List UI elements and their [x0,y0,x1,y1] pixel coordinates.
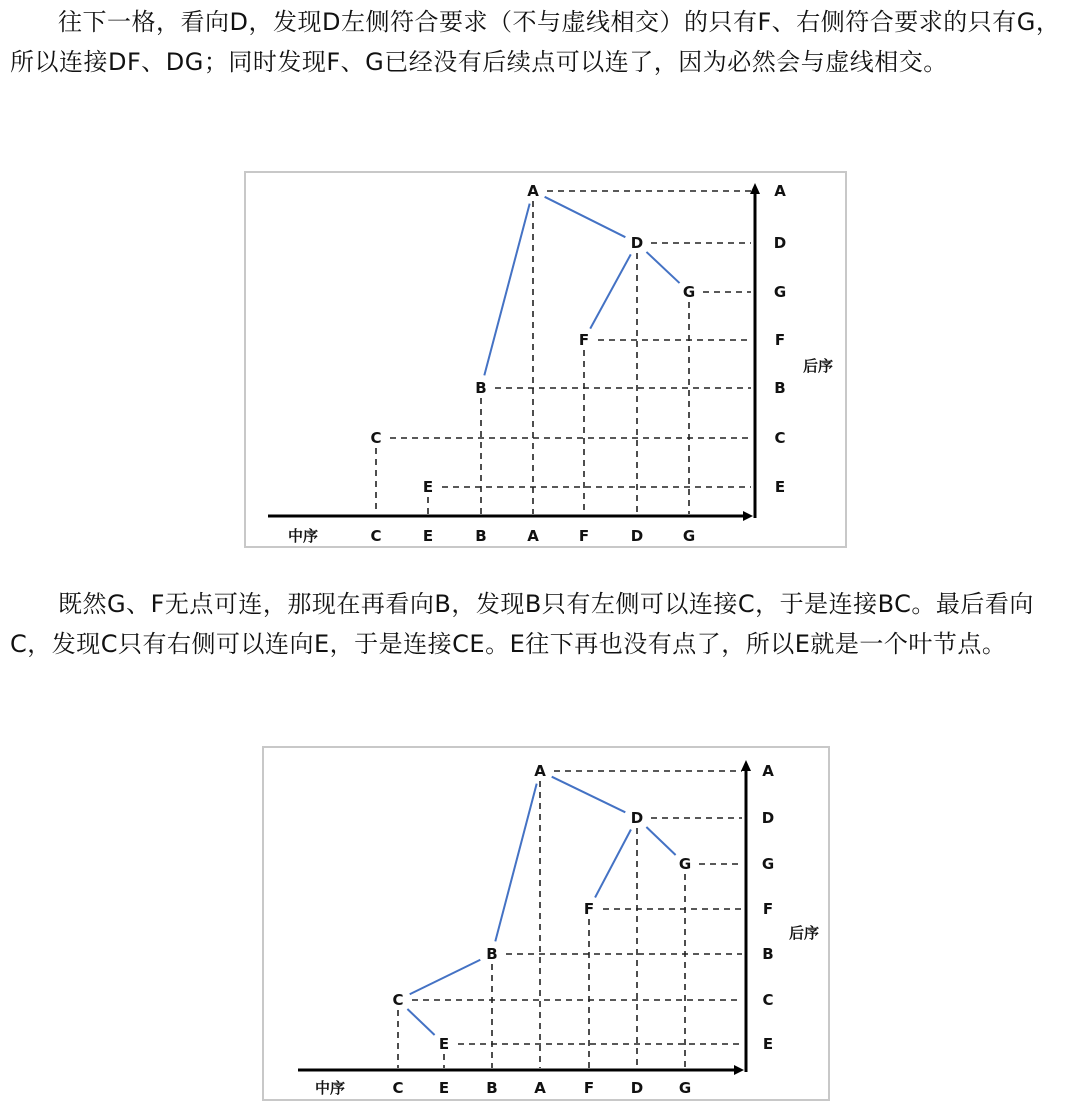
inorder-tick-label: G [682,527,696,545]
tree-edge [545,197,626,237]
tree-diagram-step-1 [244,171,847,548]
postorder-tick-label: E [774,478,786,496]
tree-edge [410,960,481,995]
paragraph-step-b-c: 既然G、F无点可连，那现在再看向B，发现B只有左侧可以连接C，于是连接BC。最后看向C，发现C只有右侧可以连向E，于是连接CE。E往下再也没有点了，所以E就是一个叶节点。 [10,590,1034,658]
postorder-tick-label: G [761,855,775,873]
postorder-tick-label: B [774,379,786,397]
postorder-tick-label: B [762,945,774,963]
postorder-axis-title: 后序 [802,357,834,375]
inorder-tick-label: B [475,527,487,545]
tree-edge [646,827,675,855]
tree-edge [407,1009,434,1035]
inorder-tick-label: A [534,1079,546,1097]
postorder-tick-label: D [761,809,775,827]
tree-diagram-step-2 [262,746,830,1101]
tree-edge [495,784,536,942]
tree-node-label: A [527,182,539,200]
postorder-axis-arrow-icon [741,760,751,771]
postorder-tick-label: D [773,234,787,252]
tree-node-label: C [392,991,404,1009]
postorder-axis-arrow-icon [750,183,760,194]
tree-edge [552,777,626,813]
paragraph-step-d: 往下一格，看向D，发现D左侧符合要求（不与虚线相交）的只有F、右侧符合要求的只有G，所以连接DF、DG；同时发现F、G已经没有后续点可以连了，因为必然会与虚线相交。 [10,8,1061,76]
inorder-tick-label: D [630,527,644,545]
inorder-axis-arrow-icon [743,511,753,521]
inorder-tick-label: B [486,1079,498,1097]
postorder-tick-label: G [773,283,787,301]
postorder-tick-label: C [762,991,774,1009]
postorder-tick-label: E [762,1035,774,1053]
tree-node-label: B [475,379,487,397]
inorder-tick-label: C [392,1079,404,1097]
tree-node-label: D [630,809,644,827]
tree-node-label: B [486,945,498,963]
postorder-tick-label: A [774,182,786,200]
inorder-tick-label: E [422,527,434,545]
inorder-tick-label: F [578,527,590,545]
postorder-tick-label: F [774,331,786,349]
inorder-tick-label: A [527,527,539,545]
inorder-tick-label: E [438,1079,450,1097]
tree-node-label: A [534,762,546,780]
tree-node-label: F [578,331,590,349]
inorder-tick-label: D [630,1079,644,1097]
inorder-tick-label: C [370,527,382,545]
tree-node-label: E [422,478,434,496]
tree-edge [646,252,679,283]
postorder-tick-label: C [774,429,786,447]
inorder-axis-title: 中序 [287,527,319,545]
tree-node-label: D [630,234,644,252]
tree-node-label: G [682,283,696,301]
postorder-tick-label: A [762,762,774,780]
tree-edge [590,254,631,328]
tree-diagram-canvas [246,173,845,546]
postorder-tick-label: F [762,900,774,918]
tree-edge [484,204,529,376]
inorder-tick-label: F [583,1079,595,1097]
tree-diagram-canvas [264,748,828,1099]
tree-edge [595,829,631,897]
tree-node-label: C [370,429,382,447]
tree-node-label: E [438,1035,450,1053]
inorder-axis-arrow-icon [734,1065,744,1075]
tree-node-label: G [678,855,692,873]
inorder-tick-label: G [678,1079,692,1097]
inorder-axis-title: 中序 [314,1079,346,1097]
postorder-axis-title: 后序 [788,924,820,942]
tree-node-label: F [583,900,595,918]
